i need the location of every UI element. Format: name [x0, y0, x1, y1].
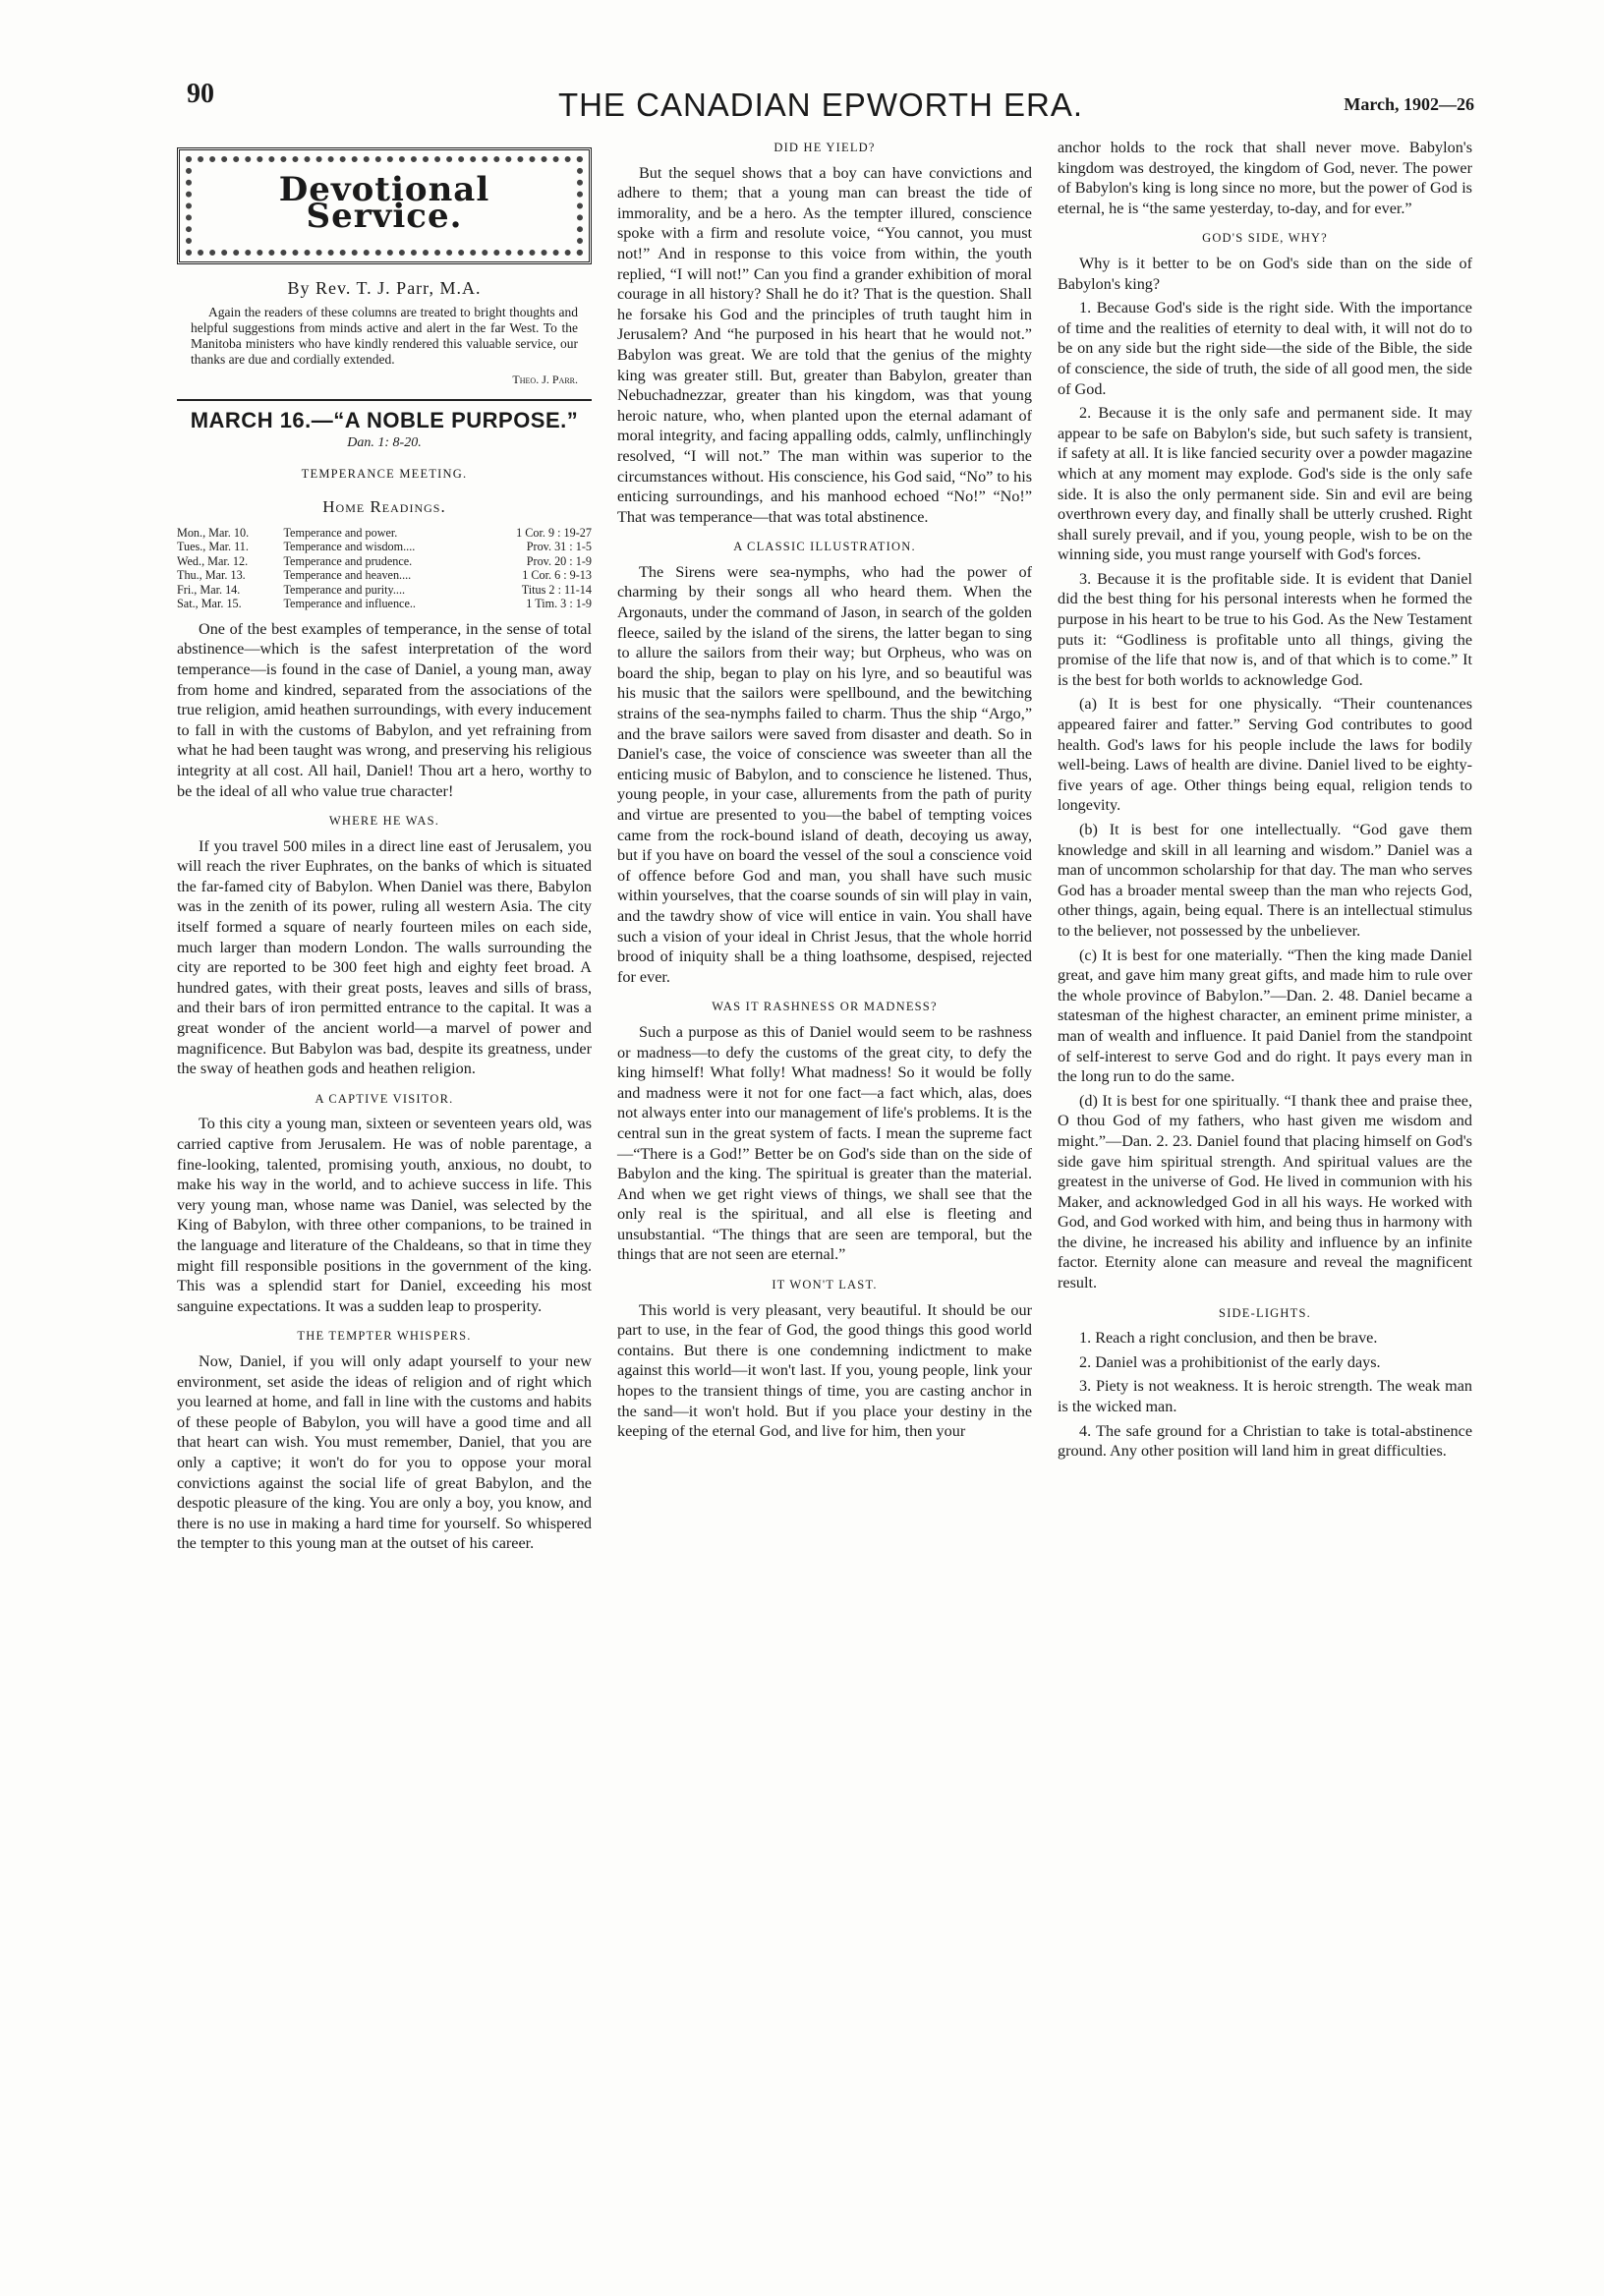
- reading-topic: Temperance and purity....: [283, 582, 406, 597]
- column-1: [177, 138, 592, 1558]
- column-3: [1058, 138, 1472, 1558]
- reading-ref: 1 Tim. 3 : 1-9: [526, 597, 592, 611]
- subheading: A CAPTIVE VISITOR.: [315, 1091, 454, 1106]
- paragraph: (d) It is best for one spiritually. “I thank thee and praise thee, O thou God of my fathers, who hast given me wisdom and might.”—Dan. 2. 23. Daniel found that placing himself on God's side gave him spiritual strength. And spiritual values are the greatest in the universe of God. He lived in communion with his Maker, and acknowledged God in all his ways. He worked with God, and God worked with him, and being thus in harmony with the divine, he increased his ability and influence by an infinite factor. Eternity alone can measure and reveal the magnificent result.: [1058, 1091, 1472, 1292]
- reading-day: Mon., Mar. 10.: [177, 525, 250, 540]
- home-readings-heading: Home Readings.: [322, 497, 446, 517]
- reading-row: [177, 568, 592, 583]
- paragraph: But the sequel shows that a boy can have convictions and adhere to them; that a young man can breast the tide of immorality, and be a hero. As the tempter illured, conscience spoke with a firm and resolute voice, “You cannot, you must not!” And in response to this voice from within, the youth replied, “I will not!” Can you find a grander exhibition of moral courage in all history? Shall he do it? That is the question. Shall he forsake his God and the principles of truth taught him in Jerusalem? And “he purposed in his heart that he would not.” Babylon was great. We are told that the genius of the mighty king was greater still. But, greater than Babylon, greater than Nebuchadnezzar, greater than his kingdom, was that young heroic nature, who, when planted upon the eternal adamant of moral integrity, and facing appalling odds, calmly, unflinchingly resolved, “I will not.” The man within was superior to the circumstances without. His conscience, his God said, “No” to his enticing surroundings, and his manhood echoed “No!” “No!” That was temperance—that was total abstinence.: [617, 163, 1032, 526]
- reading-ref: Prov. 20 : 1-9: [526, 553, 592, 568]
- subheading: WHERE HE WAS.: [328, 814, 440, 829]
- paragraph: To this city a young man, sixteen or seventeen years old, was carried captive from Jerusalem. He was of noble parentage, a fine-looking, talented, promising youth, anxious, no doubt, to make his way in the world, and to achieve success in life. This very young man, whose name was Daniel, was selected by the King of Babylon, with three other companions, to be trained in the language and literature of the Chaldeans, so that in time they might fill responsible positions in the government of the king. This was a splendid start for Daniel, exceeding his most sanguine expectations. It was a sudden leap to prosperity.: [177, 1115, 592, 1315]
- side-light-item: 3. Piety is not weakness. It is heroic strength. The weak man is the wicked man.: [1058, 1377, 1472, 1416]
- subheading: SIDE-LIGHTS.: [1219, 1305, 1311, 1320]
- home-readings-table: [177, 526, 592, 611]
- meeting-type: TEMPERANCE MEETING.: [301, 466, 468, 481]
- article-columns: [177, 138, 1484, 1558]
- paragraph: 2. Because it is the only safe and permanent side. It may appear to be safe on Babylon's side, but such safety is transient, if safety at all. It is like fancied security over a powder magazine which at any moment may explode. God's side is the only safe side. It is also the only permanent side. Sin and evil are being overthrown every day, and finally shall be utterly crushed. Right shall surely prevail, and if you, young people, wish to be on the winning side, you must range yourself with God's forces.: [1058, 404, 1472, 564]
- section-title: Devotional Service.: [278, 170, 490, 236]
- reading-row: [177, 526, 592, 541]
- subheading: THE TEMPTER WHISPERS.: [297, 1329, 472, 1344]
- paragraph: 3. Because it is the profitable side. It is evident that Daniel did the best thing for his personal interests when he formed the purpose in his heart to be true to his God. As the New Testament puts it: “Godliness is profitable unto all things, giving the promise of the life that now is, and of that which is to come.” It is the best for both worlds to acknowledge God.: [1058, 569, 1472, 689]
- page-number: 90: [187, 79, 214, 109]
- subheading: A CLASSIC ILLUSTRATION.: [733, 540, 916, 554]
- paragraph: anchor holds to the rock that shall never move. Babylon's kingdom was destroyed, the kingdom of God, never. The power of Babylon's king is long since no more, but the power of God is eternal, he is “the same yesterday, to-day, and for ever.”: [1058, 139, 1472, 217]
- section-title-box: [177, 147, 592, 264]
- paragraph: Why is it better to be on God's side than on the side of Babylon's king?: [1058, 254, 1472, 293]
- column-2: [617, 138, 1032, 1558]
- reading-row: [177, 540, 592, 554]
- byline: By Rev. T. J. Parr, M.A.: [287, 278, 482, 299]
- reading-day: Sat., Mar. 15.: [177, 597, 242, 611]
- magazine-page: [157, 69, 1484, 2270]
- reading-topic: Temperance and wisdom....: [283, 540, 416, 554]
- reading-day: Tues., Mar. 11.: [177, 540, 249, 554]
- paragraph: The Sirens were sea-nymphs, who had the power of charming by their songs all who heard them. When the Argonauts, under the command of Jason, in search of the golden fleece, sailed by the island of the sirens, the latter began to sing to allure the sailors from their way; but Orpheus, who was on board the ship, began to play on his lyre, and so beautiful was his music that the sailors were spellbound, and the bewitching strains of the sea-nymphs failed to charm. Thus the ship “Argo,” and the brave sailors were saved from disaster and death. So in Daniel's case, the voice of conscience was sweeter than all the enticing music of Babylon, and to conscience he listened. Thus, young people, in your case, allurements from the path of purity and virtue are presented to you—the babel of tempting voices came from the rock-bound island of death, decoying us away, but if you have on board the vessel of the soul a conscience void of offence before God and man, you shall have such music within yourselves, that the coarse sounds of sin will play in vain, and the tawdry show of vice will entice in vain. You shall have such a vision of your ideal in Christ Jesus, that the whole horrid brood of iniquity shall be a thing loathsome, despised, rejected for ever.: [617, 562, 1032, 986]
- paragraph: (b) It is best for one intellectually. “God gave them knowledge and skill in all learning and wisdom.” Daniel was a man of uncommon scholarship for that day. The man who serves God has a broader mental sweep than the man who rejects God, other things, again, being equal. There is an intellectual stimulus to the believer, not possessed by the unbeliever.: [1058, 821, 1472, 940]
- side-light-item: 2. Daniel was a prohibitionist of the early days.: [1079, 1352, 1381, 1371]
- side-light-item: 1. Reach a right conclusion, and then be brave.: [1079, 1329, 1378, 1348]
- reading-ref: 1 Cor. 9 : 19-27: [516, 525, 592, 540]
- issue-date: March, 1902—26: [1344, 94, 1474, 114]
- ornamental-border: [186, 156, 583, 256]
- scripture-reference: Dan. 1: 8-20.: [347, 434, 422, 450]
- reading-ref: 1 Cor. 6 : 9-13: [522, 568, 592, 583]
- paragraph: If you travel 500 miles in a direct line east of Jerusalem, you will reach the river Euphrates, on the banks of which is situated the far-famed city of Babylon. When Daniel was there, Babylon was in the zenith of its power, ruling all western Asia. The city itself formed a square of nearly fourteen miles on each side, much larger than modern London. The walls surrounding the city are reported to be 300 feet high and eighty feet broad. A hundred gates, with their great posts, leaves and sills of brass, and their bars of iron permitted entrance to the capital. It was a great wonder of the ancient world—a marvel of power and magnificence. But Babylon was bad, despite its greatness, under the sway of heathen gods and heathen religion.: [177, 836, 592, 1078]
- paragraph: Now, Daniel, if you will only adapt yourself to your new environment, set aside the ideas of religion and of right which you learned at home, and fall in line with the customs and habits of these people of Babylon, you will have a good time and all that heart can wish. You must remember, Daniel, that you are only a captive; it won't do for you to oppose your moral convictions against the social life of great Babylon, and the despotic pleasure of the king. You are only a boy, you know, and there is no use in making a hard time for yourself. So whispered the tempter to this young man at the outset of his career.: [177, 1351, 592, 1553]
- subheading: DID HE YIELD?: [773, 141, 876, 154]
- paragraph: 1. Because God's side is the right side. With the importance of time and the realities of eternity to deal with, it will not do to be on any side but the right side—the side of the Bible, the side of conscience, the side of truth, the side of all good men, the side of God.: [1058, 299, 1472, 398]
- reading-row: [177, 597, 592, 611]
- topic-title: MARCH 16.—“A NOBLE PURPOSE.”: [190, 408, 579, 433]
- paragraph: (a) It is best for one physically. “Their countenances appeared fairer and fatter.” Serving God contributes to good health. God's laws for his people include the laws for bodily well-being. Laws of health are divine. Daniel lived to be eighty-five years of age. Other things being equal, religion tends to longevity.: [1058, 695, 1472, 815]
- reading-ref: Prov. 31 : 1-5: [526, 540, 592, 554]
- reading-day: Fri., Mar. 14.: [177, 582, 241, 597]
- paragraph: One of the best examples of temperance, in the sense of total abstinence—which is the safest interpretation of the word temperance—is found in the case of Daniel, a young man, away from home and kindred, separated from the associations of the true religion, amid heathen surroundings, with every inducement to fall in with the customs of Babylon, and yet refraining from what he had been taught was wrong, and preserving his religious integrity at all cost. All hail, Daniel! Thou art a hero, worthy to be the ideal of all who value true character!: [177, 619, 592, 800]
- editor-signature: Theo. J. Parr.: [512, 372, 578, 386]
- paragraph: Such a purpose as this of Daniel would seem to be rashness or madness—to defy the customs of the great city, to defy the king himself! What folly! What madness! So it would be folly and madness were it not for one fact—a fact which, alas, does not always enter into our management of life's problems. It is the central sun in the great system of facts. I mean the supreme fact—“There is a God!” Better be on God's side than on the side of Babylon and the king. The spiritual is greater than the material. And when we get right views of things, we shall see that the only real is the spiritual, and all else is fleeting and unsubstantial. “The things that are seen are temporal, but the things that are not seen are eternal.”: [617, 1022, 1032, 1264]
- subheading: GOD'S SIDE, WHY?: [1202, 231, 1328, 246]
- side-light-item: 4. The safe ground for a Christian to take is total-abstinence ground. Any other position will land him in great difficulties.: [1058, 1421, 1472, 1461]
- editor-intro: Again the readers of these columns are treated to bright thoughts and helpful suggestions from minds active and alert in the far West. To the Manitoba ministers who have kindly rendered this valuable service, our thanks are due and cordially extended.: [191, 304, 578, 367]
- reading-row: [177, 583, 592, 598]
- subheading: WAS IT RASHNESS OR MADNESS?: [712, 1000, 938, 1014]
- paragraph: (c) It is best for one materially. “Then the king made Daniel great, and gave him many great gifts, and made him to rule over the whole province of Babylon.”—Dan. 2. 48. Daniel became a statesman of the highest character, an eminent prime minister, a man of wealth and influence. It paid Daniel from the standpoint of self-interest to serve God and do right. It pays every man in the long run to do the same.: [1058, 946, 1472, 1086]
- paragraph: This world is very pleasant, very beautiful. It should be our part to use, in the fear of God, the good things this good world contains. But there is one condemning indictment to make against this world—it won't last. If you, young people, link your hopes to the transient things of time, you are casting anchor in the sand—it won't hold. But if you place your destiny in the keeping of the eternal God, and live for him, then your: [617, 1300, 1032, 1441]
- reading-ref: Titus 2 : 11-14: [521, 582, 592, 597]
- reading-row: [177, 554, 592, 569]
- reading-day: Thu., Mar. 13.: [177, 568, 246, 583]
- reading-topic: Temperance and power.: [283, 525, 398, 540]
- page-header: [157, 69, 1484, 128]
- divider: [177, 399, 592, 401]
- reading-topic: Temperance and heaven....: [283, 568, 412, 583]
- journal-title: THE CANADIAN EPWORTH ERA.: [557, 86, 1084, 123]
- reading-topic: Temperance and prudence.: [283, 553, 413, 568]
- reading-topic: Temperance and influence..: [283, 597, 416, 611]
- reading-day: Wed., Mar. 12.: [177, 553, 249, 568]
- subheading: IT WON'T LAST.: [772, 1278, 878, 1292]
